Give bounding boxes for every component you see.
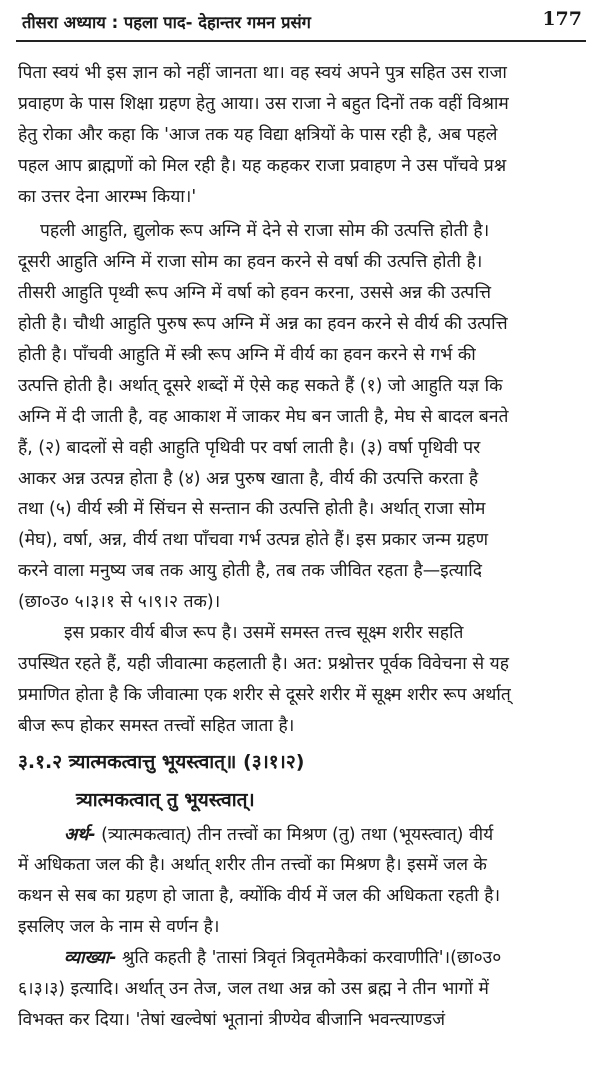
text-line: में अधिकता जल की है। अर्थात् शरीर तीन तत्त्वों का मिश्रण है। इसमें जल के (18, 855, 487, 876)
text-line: बीज रूप होकर समस्त तत्त्वों सहित जाता है। (18, 715, 295, 736)
text-line: का उत्तर देना आरम्भ किया।' (18, 186, 197, 207)
text-line: दूसरी आहुति अग्नि में राजा सोम का हवन करने से वर्षा की उत्पत्ति होती है। (18, 252, 483, 273)
text-line: उपस्थित रहते हैं, यही जीवात्मा कहलाती है। अत: प्रश्नोत्तर पूर्वक विवेचना से यह (18, 653, 509, 674)
text-line: हेतु रोका और कहा कि 'आज तक यह विद्या क्षत्रियों के पास रही है, अब पहले (18, 124, 498, 145)
text-line: प्रवाहण के पास शिक्षा ग्रहण हेतु आया। उस राजा ने बहुत दिनों तक वहीं विश्राम (18, 93, 509, 114)
text-line: (छा०उ० ५।३।१ से ५।९।२ तक)। (18, 592, 221, 613)
header-rule (16, 40, 586, 42)
paragraph-1 (18, 58, 590, 212)
text-line: आकर अन्न उत्पन्न होता है (४) अन्न पुरुष खाता है, वीर्य की उत्पत्ति करता है (18, 468, 479, 489)
text-line: पिता स्वयं भी इस ज्ञान को नहीं जानता था। वह स्वयं अपने पुत्र सहित उस राजा (18, 63, 507, 83)
text-line: होती है। पाँचवी आहुति में स्त्री रूप अग्नि में वीर्य का हवन करने से गर्भ की (18, 345, 476, 366)
text-line: प्रमाणित होता है कि जीवात्मा एक शरीर से दूसरे शरीर में सूक्ष्म शरीर रूप अर्थात् (18, 684, 511, 705)
paragraph-3 (18, 618, 590, 742)
text-line: उत्पत्ति होती है। अर्थात् दूसरे शब्दों में ऐसे कह सकते हैं (१) जो आहुति यज्ञ कि (18, 375, 503, 396)
text-line: इस प्रकार वीर्य बीज रूप है। उसमें समस्त तत्त्व सूक्ष्म शरीर सहति (64, 623, 464, 644)
text-line: पहली आहुति, द्युलोक रूप अग्नि में देने से राजा सोम की उत्पत्ति होती है। (40, 221, 490, 242)
text-line: इसलिए जल के नाम से वर्णन है। (18, 917, 220, 938)
text-line: विभक्त कर दिया। 'तेषां खल्वेषां भूतानां त्रीण्येव बीजानि भवन्त्याण्डजं (18, 1009, 446, 1030)
text-line: (मेघ), वर्षा, अन्न, वीर्य तथा पाँचवा गर्भ उत्पन्न होते हैं। इस प्रकार जन्म ग्रहण (18, 530, 489, 551)
running-header (0, 0, 600, 36)
sutra-heading: ३.१.२ त्र्यात्मकत्वात्तु भूयस्त्वात्॥ (३।१।२) (18, 750, 305, 773)
text-line: (त्र्यात्मकत्वात्) तीन तत्त्वों का मिश्रण (तु) तथा (भूयस्त्वात्) वीर्य (95, 824, 494, 845)
artha-label: अर्थ- (64, 824, 96, 845)
text-line: ६।३।३) इत्यादि। अर्थात् उन तेज, जल तथा अन्न को उस ब्रह्म ने तीन भागों में (18, 979, 489, 1000)
text-line: अग्नि में दी जाती है, वह आकाश में जाकर मेघ बन जाती है, मेघ से बादल बनते (18, 406, 509, 427)
paragraph-2 (18, 216, 590, 618)
text-line: होती है। चौथी आहुति पुरुष रूप अग्नि में अन्न का हवन करने से वीर्य की उत्पत्ति (18, 314, 508, 335)
page-number: 177 (542, 8, 582, 30)
chapter-title: तीसरा अध्याय : पहला पाद- देहान्तर गमन प्रसंग (22, 13, 311, 32)
artha-paragraph (18, 820, 590, 944)
text-line: करने वाला मनुष्य जब तक आयु होती है, तब तक जीवित रहता है—इत्यादि (18, 561, 483, 582)
text-line: श्रुति कहती है 'तासां त्रिवृतं त्रिवृतमेकैकां करवाणीति'।(छा०उ० (116, 948, 502, 969)
vyakhya-paragraph (18, 943, 590, 1036)
text-line: तीसरी आहुति पृथ्वी रूप अग्नि में वर्षा को हवन करना, उससे अन्न की उत्पत्ति (18, 283, 491, 304)
text-line: पहल आप ब्राह्मणों को मिल रही है। यह कहकर राजा प्रवाहण ने उस पाँचवे प्रश्न (18, 155, 507, 176)
text-line: कथन से सब का ग्रहण हो जाता है, क्योंकि वीर्य में जल की अधिकता रहती है। (18, 886, 501, 907)
page-body (18, 58, 590, 1036)
text-line: तथा (५) वीर्य स्त्री में सिंचन से सन्तान की उत्पत्ति होती है। अर्थात् राजा सोम (18, 499, 486, 520)
sutra-split: त्र्यात्मकत्वात् तु भूयस्त्वात्। (76, 788, 255, 811)
text-line: हैं, (२) बादलों से वही आहुति पृथिवी पर वर्षा लाती है। (३) वर्षा पृथिवी पर (18, 437, 481, 458)
vyakhya-label: व्याख्या- (64, 948, 117, 969)
